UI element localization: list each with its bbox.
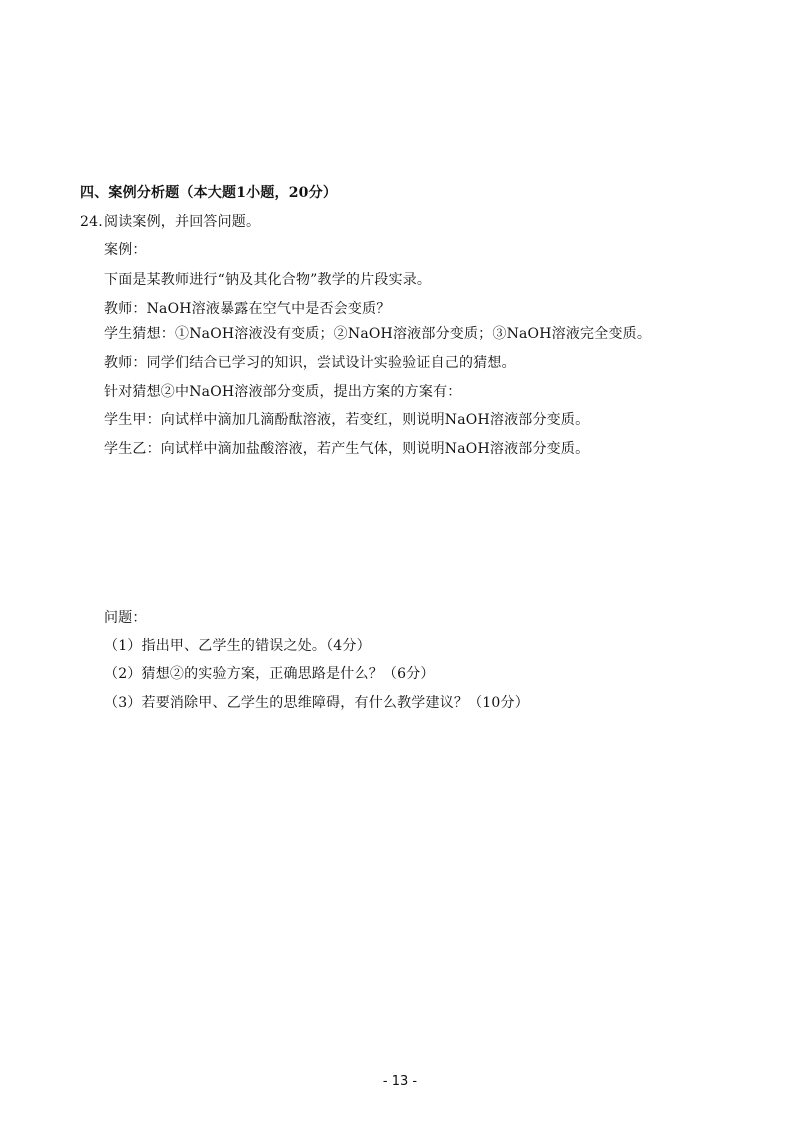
case-line: 学生猜想：①NaOH溶液没有变质；②NaOH溶液部分变质；③NaOH溶液完全变质。 (104, 326, 652, 342)
sub-question: （1）指出甲、乙学生的错误之处。（4分） (104, 638, 371, 654)
question-prompt: 阅读案例，并回答问题。 (104, 214, 261, 230)
case-line: 学生乙：向试样中滴加盐酸溶液，若产生气体，则说明NaOH溶液部分变质。 (104, 441, 590, 457)
case-line: 学生甲：向试样中滴加几滴酚酞溶液，若变红，则说明NaOH溶液部分变质。 (104, 412, 590, 428)
sub-question: （2）猜想②的实验方案，正确思路是什么？（6分） (104, 666, 435, 682)
section-heading: 四、案例分析题（本大题1小题，20分） (80, 185, 338, 201)
case-line: 针对猜想②中NaOH溶液部分变质，提出方案的方案有： (104, 384, 462, 400)
page-number: - 13 - (382, 1074, 418, 1089)
sub-question: （3）若要消除甲、乙学生的思维障碍，有什么教学建议？（10分） (104, 695, 529, 711)
question-number: 24. (80, 214, 103, 230)
questions-label: 问题： (104, 610, 147, 626)
case-line: 教师：同学们结合已学习的知识，尝试设计实验验证自己的猜想。 (104, 355, 516, 371)
case-label: 案例： (104, 242, 147, 258)
case-line: 下面是某教师进行“钠及其化合物”教学的片段实录。 (104, 272, 432, 288)
case-line: 教师：NaOH溶液暴露在空气中是否会变质？ (104, 301, 391, 317)
